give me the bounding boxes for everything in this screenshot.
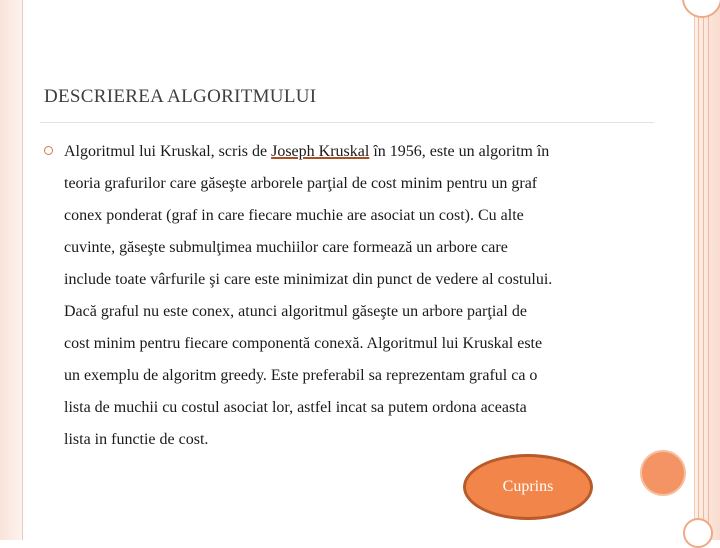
body-line: teoria grafurilor care găseşte arborele parţial de cost minim pentru un graf: [64, 175, 538, 192]
body-line: lista in functie de cost.: [64, 431, 209, 448]
title-divider: [40, 122, 654, 123]
slide-title: DESCRIEREA ALGORITMULUI: [44, 86, 317, 107]
body-paragraph: [64, 136, 632, 456]
bullet-circle-icon: [44, 146, 53, 155]
band-stripe: [703, 0, 704, 540]
joseph-kruskal-link[interactable]: Joseph Kruskal: [271, 143, 370, 160]
body-line: include toate vârfurile şi care este minimizat din punct de vedere al costului.: [64, 271, 553, 288]
body-line: cost minim pentru fiecare componentă conexă. Algoritmul lui Kruskal este: [64, 335, 543, 352]
right-decorative-band: [694, 0, 720, 540]
slide-frame-border-left: [22, 0, 23, 540]
body-line: [64, 136, 632, 168]
slide-frame-border-right: [694, 0, 695, 540]
left-decorative-band: [0, 0, 22, 540]
body-line: Dacă graful nu este conex, atunci algoritmul găseşte un arbore parţial de: [64, 303, 527, 320]
band-stripe: [698, 0, 699, 540]
decorative-circle-bottom: [683, 518, 713, 548]
body-line: cuvinte, găseşte submulţimea muchiilor care formează un arbore care: [64, 239, 508, 256]
body-line: conex ponderat (graf in care fiecare muchie are asociat un cost). Cu alte: [64, 207, 524, 224]
body-text-fragment: Algoritmul lui Kruskal, scris de: [64, 143, 272, 160]
body-line: lista de muchii cu costul asociat lor, astfel incat sa putem ordona aceasta: [64, 399, 527, 416]
cuprins-button[interactable]: [463, 454, 593, 520]
cuprins-button-label: Cuprins: [502, 478, 554, 495]
body-text-fragment: în 1956, este un algoritm în: [369, 143, 550, 160]
band-stripe: [708, 0, 709, 540]
decorative-circle-right: [640, 450, 686, 496]
body-line: un exemplu de algoritm greedy. Este preferabil sa reprezentam graful ca o: [64, 367, 538, 384]
